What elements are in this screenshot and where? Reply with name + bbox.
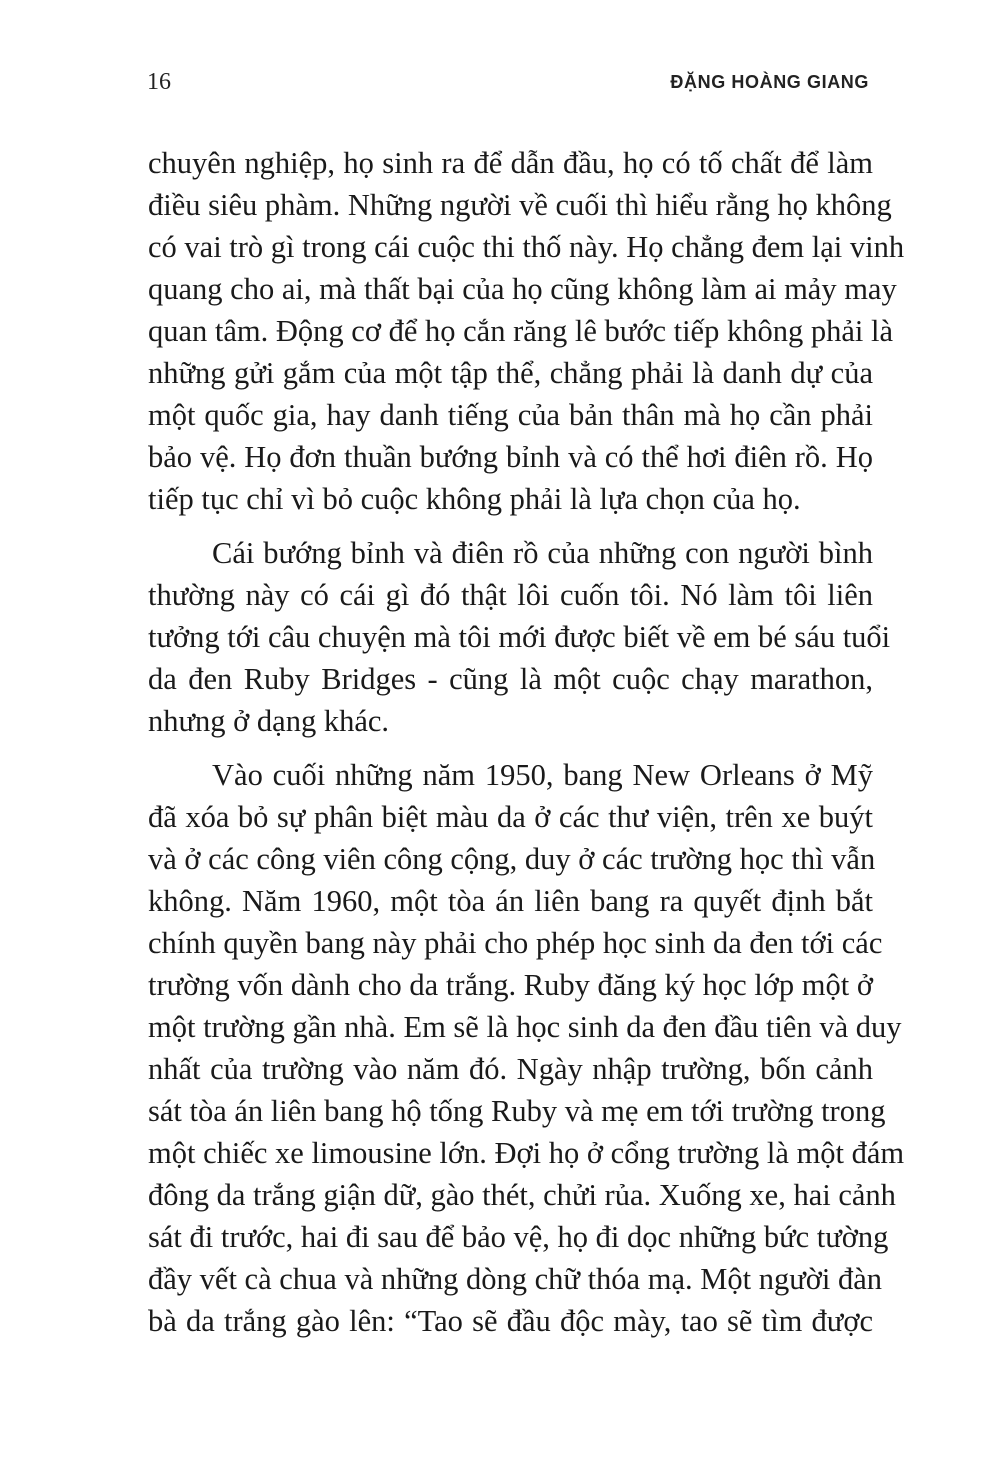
text-line: quan tâm. Động cơ để họ cắn răng lê bước tiếp không phải là: [148, 314, 893, 348]
text-line: trường vốn dành cho da trắng. Ruby đăng ký học lớp một ở: [148, 968, 873, 1002]
text-line: đông da trắng giận dữ, gào thét, chửi rủa. Xuống xe, hai cảnh: [148, 1178, 896, 1212]
text-line: đã xóa bỏ sự phân biệt màu da ở các thư viện, trên xe buýt: [148, 800, 873, 834]
text-line: sát tòa án liên bang hộ tống Ruby và mẹ em tới trường trong: [148, 1094, 886, 1128]
text-line: Vào cuối những năm 1950, bang New Orleans ở Mỹ: [212, 758, 873, 792]
text-line: nhất của trường vào năm đó. Ngày nhập trường, bốn cảnh: [148, 1052, 873, 1086]
text-line: có vai trò gì trong cái cuộc thi thố này. Họ chẳng đem lại vinh: [148, 230, 905, 264]
text-line: một quốc gia, hay danh tiếng của bản thân mà họ cần phải: [148, 398, 873, 432]
text-line: sát đi trước, hai đi sau để bảo vệ, họ đi dọc những bức tường: [148, 1220, 889, 1254]
text-line: bảo vệ. Họ đơn thuần bướng bỉnh và có thể hơi điên rồ. Họ: [148, 440, 873, 474]
text-line: không. Năm 1960, một tòa án liên bang ra quyết định bắt: [148, 884, 873, 918]
text-line: tiếp tục chỉ vì bỏ cuộc không phải là lựa chọn của họ.: [148, 482, 801, 516]
text-line: da đen Ruby Bridges - cũng là một cuộc chạy marathon,: [148, 662, 873, 696]
text-line: và ở các công viên công cộng, duy ở các trường học thì vẫn: [148, 842, 876, 876]
text-line: chính quyền bang này phải cho phép học sinh da đen tới các: [148, 926, 883, 960]
paragraph-3: [148, 754, 905, 1342]
paragraph-2: [148, 532, 891, 742]
text-line: nhưng ở dạng khác.: [148, 704, 390, 738]
text-line: điều siêu phàm. Những người về cuối thì hiểu rằng họ không: [148, 188, 892, 222]
paragraph-1: [148, 142, 905, 520]
text-line: thường này có cái gì đó thật lôi cuốn tôi. Nó làm tôi liên: [148, 578, 873, 612]
text-line: bà da trắng gào lên: “Tao sẽ đầu độc mày, tao sẽ tìm được: [148, 1304, 873, 1338]
text-line: đầy vết cà chua và những dòng chữ thóa mạ. Một người đàn: [148, 1262, 882, 1296]
text-line: một trường gần nhà. Em sẽ là học sinh da đen đầu tiên và duy: [148, 1010, 902, 1044]
text-line: một chiếc xe limousine lớn. Đợi họ ở cổng trường là một đám: [148, 1136, 905, 1170]
text-line: quang cho ai, mà thất bại của họ cũng không làm ai mảy may: [148, 272, 897, 306]
text-line: Cái bướng bỉnh và điên rồ của những con người bình: [212, 536, 873, 570]
running-header: ĐẶNG HOÀNG GIANG: [670, 72, 869, 92]
text-line: chuyên nghiệp, họ sinh ra để dẫn đầu, họ có tố chất để làm: [148, 146, 873, 180]
body-text: [148, 142, 905, 1354]
text-line: tưởng tới câu chuyện mà tôi mới được biết về em bé sáu tuổi: [148, 620, 891, 654]
page-number: 16: [147, 69, 171, 95]
text-line: những gửi gắm của một tập thể, chẳng phải là danh dự của: [148, 356, 873, 390]
